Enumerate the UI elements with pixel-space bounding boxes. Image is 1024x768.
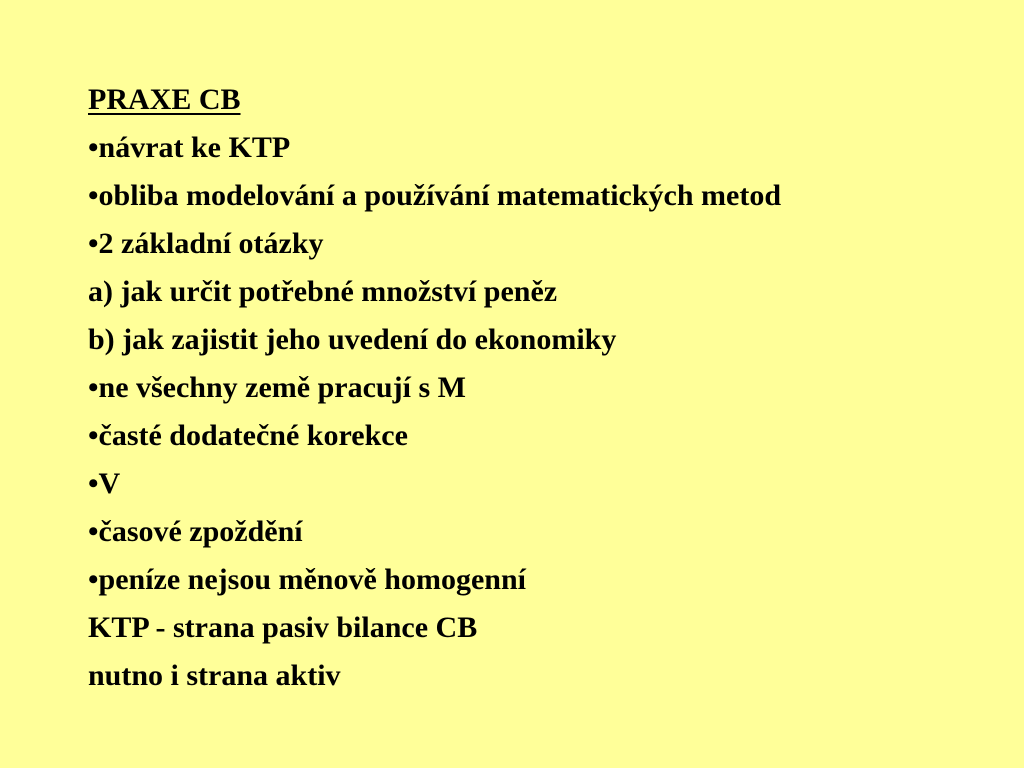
bullet-line: •V — [88, 467, 121, 500]
sub-question-line: b) jak zajistit jeho uvedení do ekonomiky — [88, 323, 617, 356]
bullet-line: •2 základní otázky — [88, 227, 324, 260]
slide-title: PRAXE CB — [88, 83, 241, 116]
bullet-line: •časté dodatečné korekce — [88, 419, 408, 452]
text-line: KTP - strana pasiv bilance CB — [88, 611, 478, 644]
bullet-line: •ne všechny země pracují s M — [88, 371, 466, 404]
bullet-line: •peníze nejsou měnově homogenní — [88, 563, 527, 596]
sub-question-line: a) jak určit potřebné množství peněz — [88, 275, 558, 308]
bullet-line: •obliba modelování a používání matematických metod — [88, 179, 782, 212]
bullet-line: •návrat ke KTP — [88, 131, 291, 164]
text-line: nutno i strana aktiv — [88, 659, 341, 692]
bullet-line: •časové zpoždění — [88, 515, 303, 548]
slide-content — [88, 76, 1018, 700]
